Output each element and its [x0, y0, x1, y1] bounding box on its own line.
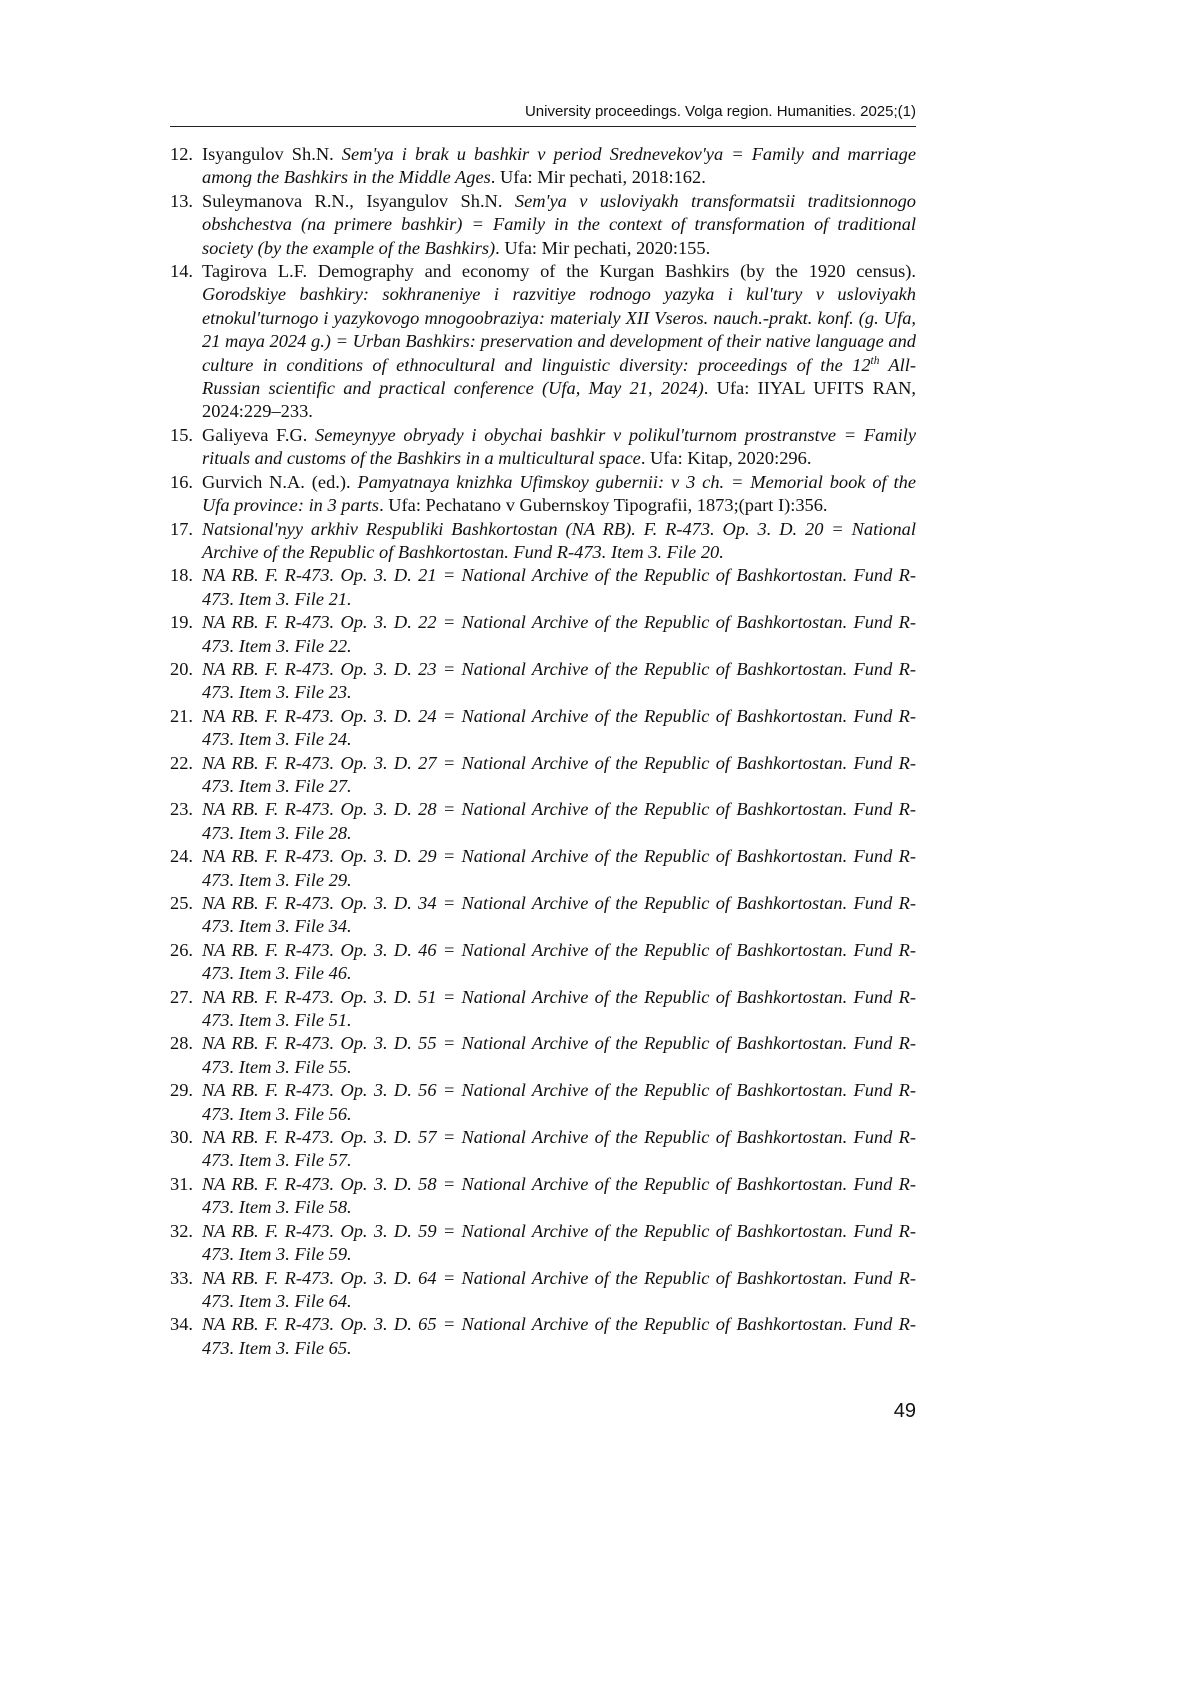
reference-number: 28. — [170, 1033, 193, 1054]
reference-title-segment: NA RB. F. R-473. Op. 3. D. 57 = National Archive of the Republic of Bashkortostan. Fund R-473. Item 3. File 57. — [202, 1127, 916, 1171]
reference-text — [202, 565, 916, 608]
reference-title-segment: Gorodskiye bashkiry: sokhraneniye i razvitiye rodnogo yazyka i kul'tury v usloviyakh etnokul'turnogo i yazykovogo mnogoobraziya: materialy XII Vseros. nauch.-prakt. konf. (g. Ufa, 21 maya 2024 g.) = Urban Bashkirs: preservation and development of their native language and culture in conditions of ethnocultural and linguistic diversity: proceedings of the 12 — [202, 284, 916, 375]
reference-segment: . Ufa: IIYAL UFITS RAN, 2024:229–233. — [202, 378, 916, 422]
reference-item — [170, 892, 916, 939]
reference-number: 33. — [170, 1267, 193, 1288]
reference-item — [170, 1313, 916, 1360]
reference-text — [202, 1080, 916, 1123]
reference-list — [170, 143, 916, 1360]
header-rule — [170, 126, 916, 127]
reference-text — [202, 612, 916, 655]
reference-item — [170, 1220, 916, 1267]
reference-item — [170, 939, 916, 986]
reference-text — [202, 799, 916, 842]
reference-text — [202, 1033, 916, 1076]
page-number: 49 — [893, 1400, 916, 1422]
reference-text — [202, 940, 916, 983]
reference-text — [202, 1268, 916, 1311]
reference-item — [170, 1173, 916, 1220]
reference-item — [170, 471, 916, 518]
reference-item — [170, 1032, 916, 1079]
reference-text — [202, 519, 916, 562]
reference-title-segment: Pamyatnaya knizhka Ufimskoy gubernii: v 3 ch. = Memorial book of the Ufa province: in 3 parts — [202, 471, 916, 516]
reference-segment: . Ufa: Kitap, 2020:296. — [640, 448, 812, 469]
reference-item — [170, 658, 916, 705]
reference-title-segment: NA RB. F. R-473. Op. 3. D. 23 = National Archive of the Republic of Bashkortostan. Fund R-473. Item 3. File 23. — [202, 658, 916, 703]
reference-number: 32. — [170, 1220, 193, 1241]
reference-item — [170, 1126, 916, 1173]
reference-title-segment: NA RB. F. R-473. Op. 3. D. 65 = National Archive of the Republic of Bashkortostan. Fund R-473. Item 3. File 65. — [202, 1314, 916, 1358]
reference-item — [170, 143, 916, 190]
reference-text — [202, 846, 916, 889]
reference-title-segment: NA RB. F. R-473. Op. 3. D. 51 = National Archive of the Republic of Bashkortostan. Fund R-473. Item 3. File 51. — [202, 986, 916, 1031]
reference-title-segment: NA RB. F. R-473. Op. 3. D. 55 = National Archive of the Republic of Bashkortostan. Fund R-473. Item 3. File 55. — [202, 1033, 916, 1077]
reference-number: 25. — [170, 893, 193, 913]
reference-number: 15. — [170, 424, 193, 445]
reference-number: 30. — [170, 1127, 193, 1148]
reference-item — [170, 1079, 916, 1126]
reference-title-segment: Sem'ya i brak u bashkir v period Srednevekov'ya = Family and marriage among the Bashkirs in the Middle Ages — [202, 144, 916, 188]
reference-number: 21. — [170, 705, 193, 726]
reference-number: 23. — [170, 799, 193, 820]
reference-text — [202, 893, 916, 936]
reference-item — [170, 190, 916, 260]
reference-item — [170, 986, 916, 1033]
reference-title-segment: Sem'ya v usloviyakh transformatsii traditsionnogo obshchestva (na primere bashkir) = Family in the context of transformation of traditional society (by the example of the Bashkirs) — [202, 190, 916, 258]
reference-text — [202, 987, 916, 1030]
reference-text — [202, 1127, 916, 1170]
reference-title-segment: NA RB. F. R-473. Op. 3. D. 59 = National Archive of the Republic of Bashkortostan. Fund R-473. Item 3. File 59. — [202, 1220, 916, 1265]
reference-text — [202, 144, 916, 187]
reference-segment: . Ufa: Mir pechati, 2018:162. — [490, 167, 706, 188]
reference-segment: Galiyeva F.G. — [202, 424, 316, 445]
reference-text — [202, 261, 916, 421]
reference-item — [170, 1267, 916, 1314]
reference-number: 20. — [170, 658, 193, 679]
reference-title-segment: th — [870, 354, 880, 367]
reference-text — [202, 425, 916, 468]
reference-item — [170, 752, 916, 799]
reference-segment: Isyangulov Sh.N. — [202, 144, 342, 164]
reference-segment: . Ufa: Mir pechati, 2020:155. — [495, 237, 711, 258]
reference-title-segment: NA RB. F. R-473. Op. 3. D. 58 = National Archive of the Republic of Bashkortostan. Fund R-473. Item 3. File 58. — [202, 1173, 916, 1218]
reference-text — [202, 659, 916, 702]
reference-item — [170, 424, 916, 471]
reference-title-segment: NA RB. F. R-473. Op. 3. D. 46 = National Archive of the Republic of Bashkortostan. Fund R-473. Item 3. File 46. — [202, 939, 916, 984]
reference-item — [170, 611, 916, 658]
reference-number: 27. — [170, 986, 193, 1007]
reference-number: 29. — [170, 1080, 193, 1101]
reference-title-segment: NA RB. F. R-473. Op. 3. D. 21 = National Archive of the Republic of Bashkortostan. Fund R-473. Item 3. File 21. — [202, 565, 916, 609]
reference-number: 22. — [170, 752, 193, 773]
reference-item — [170, 260, 916, 424]
reference-text — [202, 753, 916, 796]
reference-number: 34. — [170, 1314, 193, 1335]
reference-title-segment: NA RB. F. R-473. Op. 3. D. 56 = National Archive of the Republic of Bashkortostan. Fund R-473. Item 3. File 56. — [202, 1080, 916, 1124]
reference-title-segment: Semeynyye obryady i obychai bashkir v polikul'turnom prostranstve = Family rituals and customs of the Bashkirs in a multicultural space — [202, 424, 916, 469]
reference-title-segment: NA RB. F. R-473. Op. 3. D. 28 = National Archive of the Republic of Bashkortostan. Fund R-473. Item 3. File 28. — [202, 799, 916, 843]
reference-title-segment: NA RB. F. R-473. Op. 3. D. 34 = National Archive of the Republic of Bashkortostan. Fund R-473. Item 3. File 34. — [202, 893, 916, 937]
reference-number: 18. — [170, 565, 193, 586]
reference-number: 19. — [170, 612, 193, 633]
reference-number: 13. — [170, 190, 193, 211]
reference-title-segment: NA RB. F. R-473. Op. 3. D. 27 = National Archive of the Republic of Bashkortostan. Fund R-473. Item 3. File 27. — [202, 752, 916, 796]
reference-text — [202, 472, 916, 515]
reference-segment: Tagirova L.F. Demography and economy of the Kurgan Bashkirs (by the 1920 census). — [202, 261, 916, 282]
reference-number: 31. — [170, 1173, 193, 1194]
reference-item — [170, 798, 916, 845]
reference-number: 14. — [170, 261, 193, 282]
reference-text — [202, 1221, 916, 1264]
reference-number: 24. — [170, 846, 193, 867]
reference-item — [170, 564, 916, 611]
reference-title-segment: All-Russian scientific and practical conference (Ufa, May 21, 2024) — [202, 354, 917, 399]
reference-number: 16. — [170, 471, 193, 492]
reference-item — [170, 518, 916, 565]
reference-title-segment: NA RB. F. R-473. Op. 3. D. 24 = National Archive of the Republic of Bashkortostan. Fund R-473. Item 3. File 24. — [202, 705, 916, 750]
reference-text — [202, 706, 916, 749]
reference-number: 12. — [170, 144, 193, 164]
reference-title-segment: NA RB. F. R-473. Op. 3. D. 64 = National Archive of the Republic of Bashkortostan. Fund R-473. Item 3. File 64. — [202, 1267, 916, 1311]
reference-title-segment: NA RB. F. R-473. Op. 3. D. 22 = National Archive of the Republic of Bashkortostan. Fund R-473. Item 3. File 22. — [202, 612, 916, 656]
reference-item — [170, 705, 916, 752]
reference-number: 17. — [170, 518, 193, 539]
reference-item — [170, 845, 916, 892]
reference-title-segment: NA RB. F. R-473. Op. 3. D. 29 = National Archive of the Republic of Bashkortostan. Fund R-473. Item 3. File 29. — [202, 846, 916, 890]
reference-number: 26. — [170, 939, 193, 960]
reference-title-segment: Natsional'nyy arkhiv Respubliki Bashkortostan (NA RB). F. R-473. Op. 3. D. 20 = National Archive of the Republic of Bashkortostan. Fund R-473. Item 3. File 20. — [202, 518, 916, 562]
reference-segment: . Ufa: Pechatano v Gubernskoy Tipografii, 1873;(part I):356. — [379, 495, 828, 516]
reference-segment: Gurvich N.A. (ed.). — [202, 471, 358, 492]
reference-segment: Suleymanova R.N., Isyangulov Sh.N. — [202, 190, 515, 211]
running-header: University proceedings. Volga region. Humanities. 2025;(1) — [524, 103, 916, 120]
reference-text — [202, 1314, 916, 1357]
reference-text — [202, 191, 916, 258]
reference-text — [202, 1174, 916, 1217]
